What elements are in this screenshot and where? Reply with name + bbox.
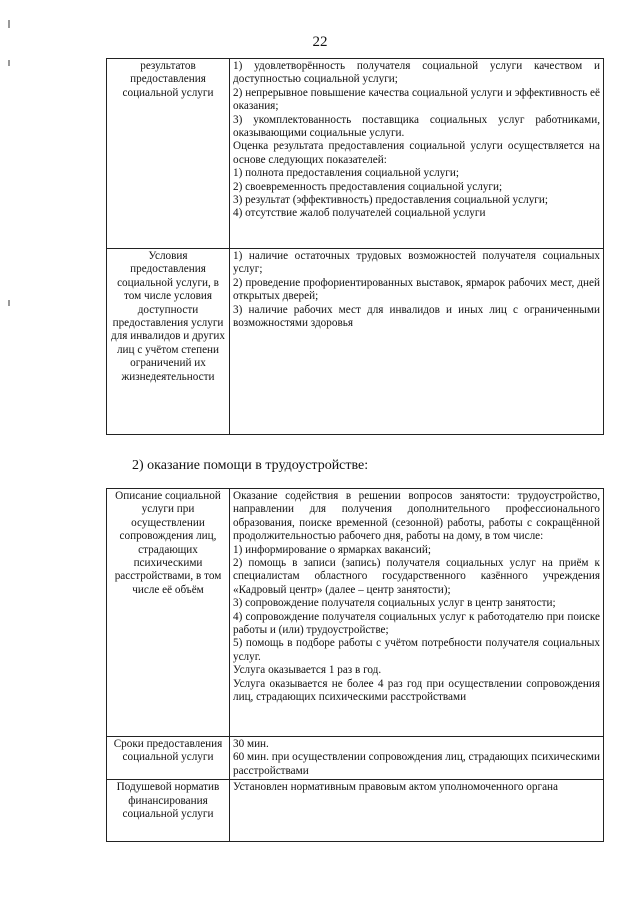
content-line: 2) непрерывное повышение качества социальной услуги и эффективность её оказания;	[233, 86, 600, 113]
row-label: результатов предоставления социальной услуги	[107, 59, 230, 249]
content-line: 2) проведение профориентированных выставок, ярмарок рабочих мест, дней открытых дверей;	[233, 276, 600, 303]
content-line: Услуга оказывается 1 раз в год.	[233, 664, 382, 677]
content-line: Оценка результата предоставления социальной услуги осуществляется на основе следующих показателей:	[233, 140, 600, 166]
row-content	[230, 59, 604, 249]
content-line: Услуга оказывается не более 4 раз год при осуществлении сопровождения лиц, страдающих психическими расстройствами	[233, 677, 600, 704]
content-line: 1) наличие остаточных трудовых возможностей получателя социальных услуг;	[233, 250, 600, 276]
content-line: Установлен нормативным правовым актом уполномоченного органа	[233, 781, 558, 794]
content-line: 30 мин.	[233, 738, 269, 750]
row-label: Сроки предоставления социальной услуги	[107, 737, 230, 780]
content-line: 3) укомплектованность поставщика социальных услуг работниками, оказывающими социальные услуги.	[233, 113, 600, 140]
margin-mark	[8, 60, 10, 66]
content-line: 1) информирование о ярмарках вакансий;	[233, 543, 431, 556]
row-content	[230, 249, 604, 435]
row-label: Условия предоставления социальной услуги, в том числе условия доступности предоставления услуги для инвалидов и других лиц с учётом степени ограничений их жизнедеятельности	[107, 249, 230, 435]
section-heading: 2) оказание помощи в трудоустройстве:	[132, 458, 369, 473]
row-content	[230, 489, 604, 737]
row-content	[230, 737, 604, 780]
content-line: 4) отсутствие жалоб получателей социальной услуги	[233, 207, 486, 220]
content-line: 3) сопровождение получателя социальных услуг в центр занятости;	[233, 597, 556, 610]
content-line: 4) сопровождение получателя социальных услуг к работодателю при поиске работы и (или) трудоустройстве;	[233, 610, 600, 637]
page-number: 22	[312, 34, 328, 50]
row-label: Описание социальной услуги при осуществлении сопровождения лиц, страдающих психическими расстройствами, в том числе её объём	[107, 489, 230, 737]
table-row	[107, 780, 604, 842]
content-line: 1) удовлетворённость получателя социальной услуги качеством и доступностью социальной услуги;	[233, 60, 600, 86]
table-row	[107, 489, 604, 737]
content-line: 3) наличие рабочих мест для инвалидов и иных лиц с ограниченными возможностями здоровья	[233, 303, 600, 330]
content-line: 1) полнота предоставления социальной услуги;	[233, 167, 459, 180]
table-row	[107, 249, 604, 435]
content-line: 2) своевременность предоставления социальной услуги;	[233, 180, 503, 193]
table-service-results	[106, 58, 604, 435]
content-line: 60 мин. при осуществлении сопровождения лиц, страдающих психическими расстройствами	[233, 751, 600, 777]
content-line: 3) результат (эффективность) предоставления социальной услуги;	[233, 194, 548, 207]
table-employment-assistance	[106, 488, 604, 842]
content-line: 5) помощь в подборе работы с учётом потребности получателя социальных услуг.	[233, 637, 600, 663]
table-row	[107, 59, 604, 249]
table-row	[107, 737, 604, 780]
margin-mark	[8, 20, 10, 28]
content-line: Оказание содействия в решении вопросов занятости: трудоустройство, направлении для получения дополнительного профессионального образования, поиске временной (сезонной) работы, работы с сокращённой продолжительностью рабочего дня, работы на дому, в том числе:	[233, 490, 600, 543]
row-label: Подушевой норматив финансирования социальной услуги	[107, 780, 230, 842]
margin-mark	[8, 300, 10, 306]
content-line: 2) помощь в записи (запись) получателя социальных услуг на приём к специалистам областного государственного казённого учреждения «Кадровый центр» (далее – центр занятости);	[233, 557, 600, 596]
row-content	[230, 780, 604, 842]
